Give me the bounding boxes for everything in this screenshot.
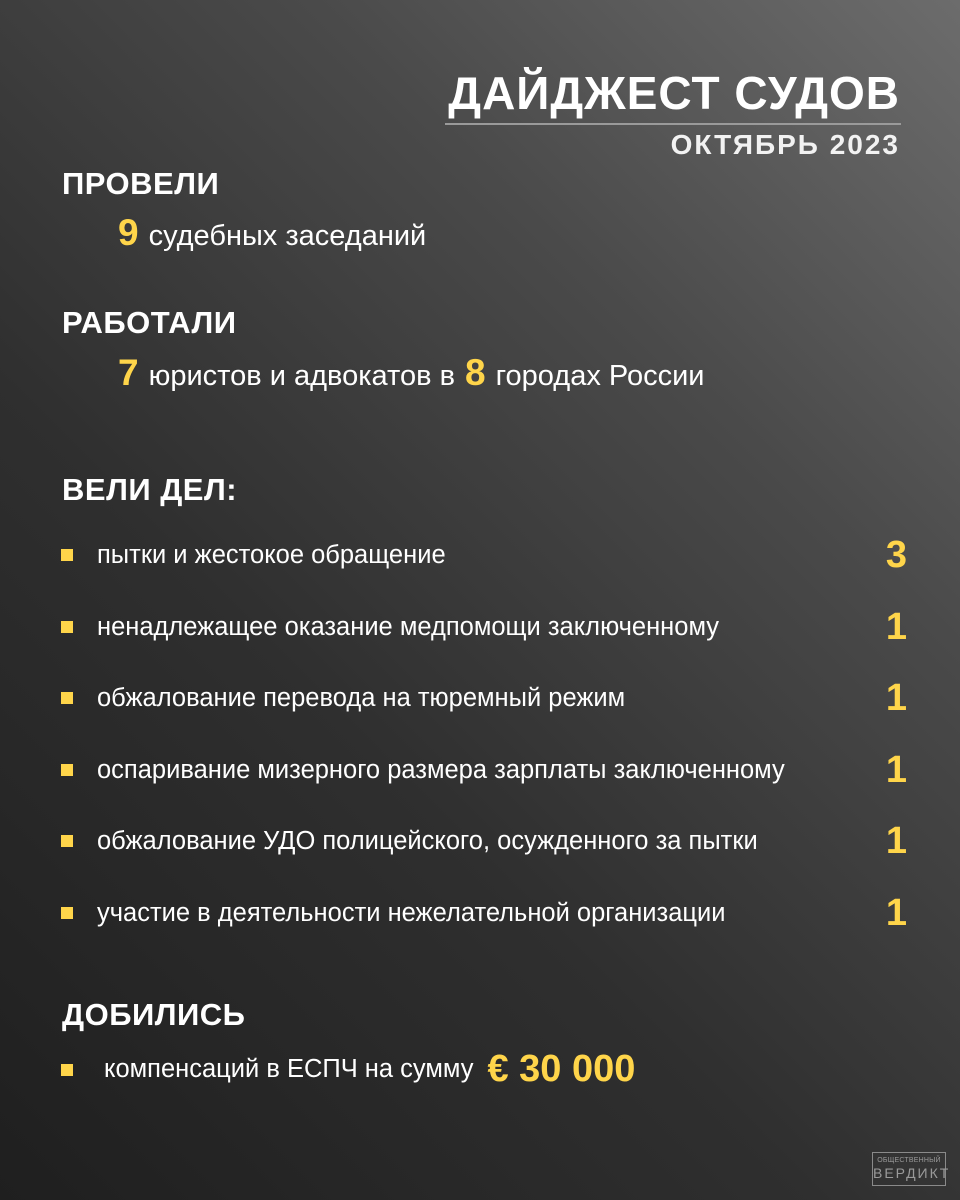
case-item [61, 816, 907, 866]
bullet-square-icon [61, 549, 73, 561]
bullet-square-icon [61, 907, 73, 919]
section-heading-cases: ВЕЛИ ДЕЛ: [62, 472, 238, 507]
bullet-square-icon [61, 1064, 73, 1076]
case-label: обжалование перевода на тюремный режим [97, 683, 626, 712]
case-item [61, 602, 907, 652]
logo-bottom-text: ВЕРДИКТ [873, 1165, 951, 1181]
case-count: 1 [885, 891, 907, 934]
case-label: оспаривание мизерного размера зарплаты заключенному [97, 755, 785, 784]
case-item [61, 745, 907, 795]
bullet-square-icon [61, 621, 73, 633]
page-subtitle: ОКТЯБРЬ 2023 [670, 129, 900, 160]
hearings-label: судебных заседаний [148, 220, 427, 252]
achievement-label: компенсаций в ЕСПЧ на сумму [104, 1055, 474, 1083]
hearings-count: 9 [118, 212, 139, 253]
case-item [61, 530, 907, 580]
bullet-square-icon [61, 764, 73, 776]
case-count: 1 [885, 605, 907, 648]
case-count: 1 [885, 748, 907, 791]
title-divider [445, 123, 901, 125]
compensation-amount: € 30 000 [487, 1048, 636, 1090]
bullet-square-icon [61, 692, 73, 704]
page-title: ДАЙДЖЕСТ СУДОВ [448, 67, 900, 119]
case-label: пытки и жестокое обращение [97, 540, 446, 569]
case-count: 3 [885, 533, 907, 576]
lawyers-label: юристов и адвокатов в [148, 360, 455, 392]
logo-top-text: ОБЩЕСТВЕННЫЙ [877, 1157, 941, 1164]
case-count: 1 [885, 676, 907, 719]
case-count: 1 [885, 819, 907, 862]
section-heading-worked: РАБОТАЛИ [62, 305, 237, 340]
held-stat [118, 212, 426, 254]
case-label: обжалование УДО полицейского, осужденного за пытки [97, 826, 758, 855]
worked-stat [118, 352, 704, 394]
case-label: участие в деятельности нежелательной организации [97, 898, 726, 927]
case-item [61, 888, 907, 938]
case-item [61, 673, 907, 723]
cities-label: городах России [495, 360, 705, 392]
lawyers-count: 7 [118, 352, 139, 393]
achievement-item [61, 1048, 635, 1091]
section-heading-achieved: ДОБИЛИСЬ [62, 997, 246, 1032]
case-label: ненадлежащее оказание медпомощи заключенному [97, 612, 720, 641]
cities-count: 8 [465, 352, 486, 393]
brand-logo [872, 1152, 951, 1186]
section-heading-held: ПРОВЕЛИ [62, 166, 220, 201]
bullet-square-icon [61, 835, 73, 847]
